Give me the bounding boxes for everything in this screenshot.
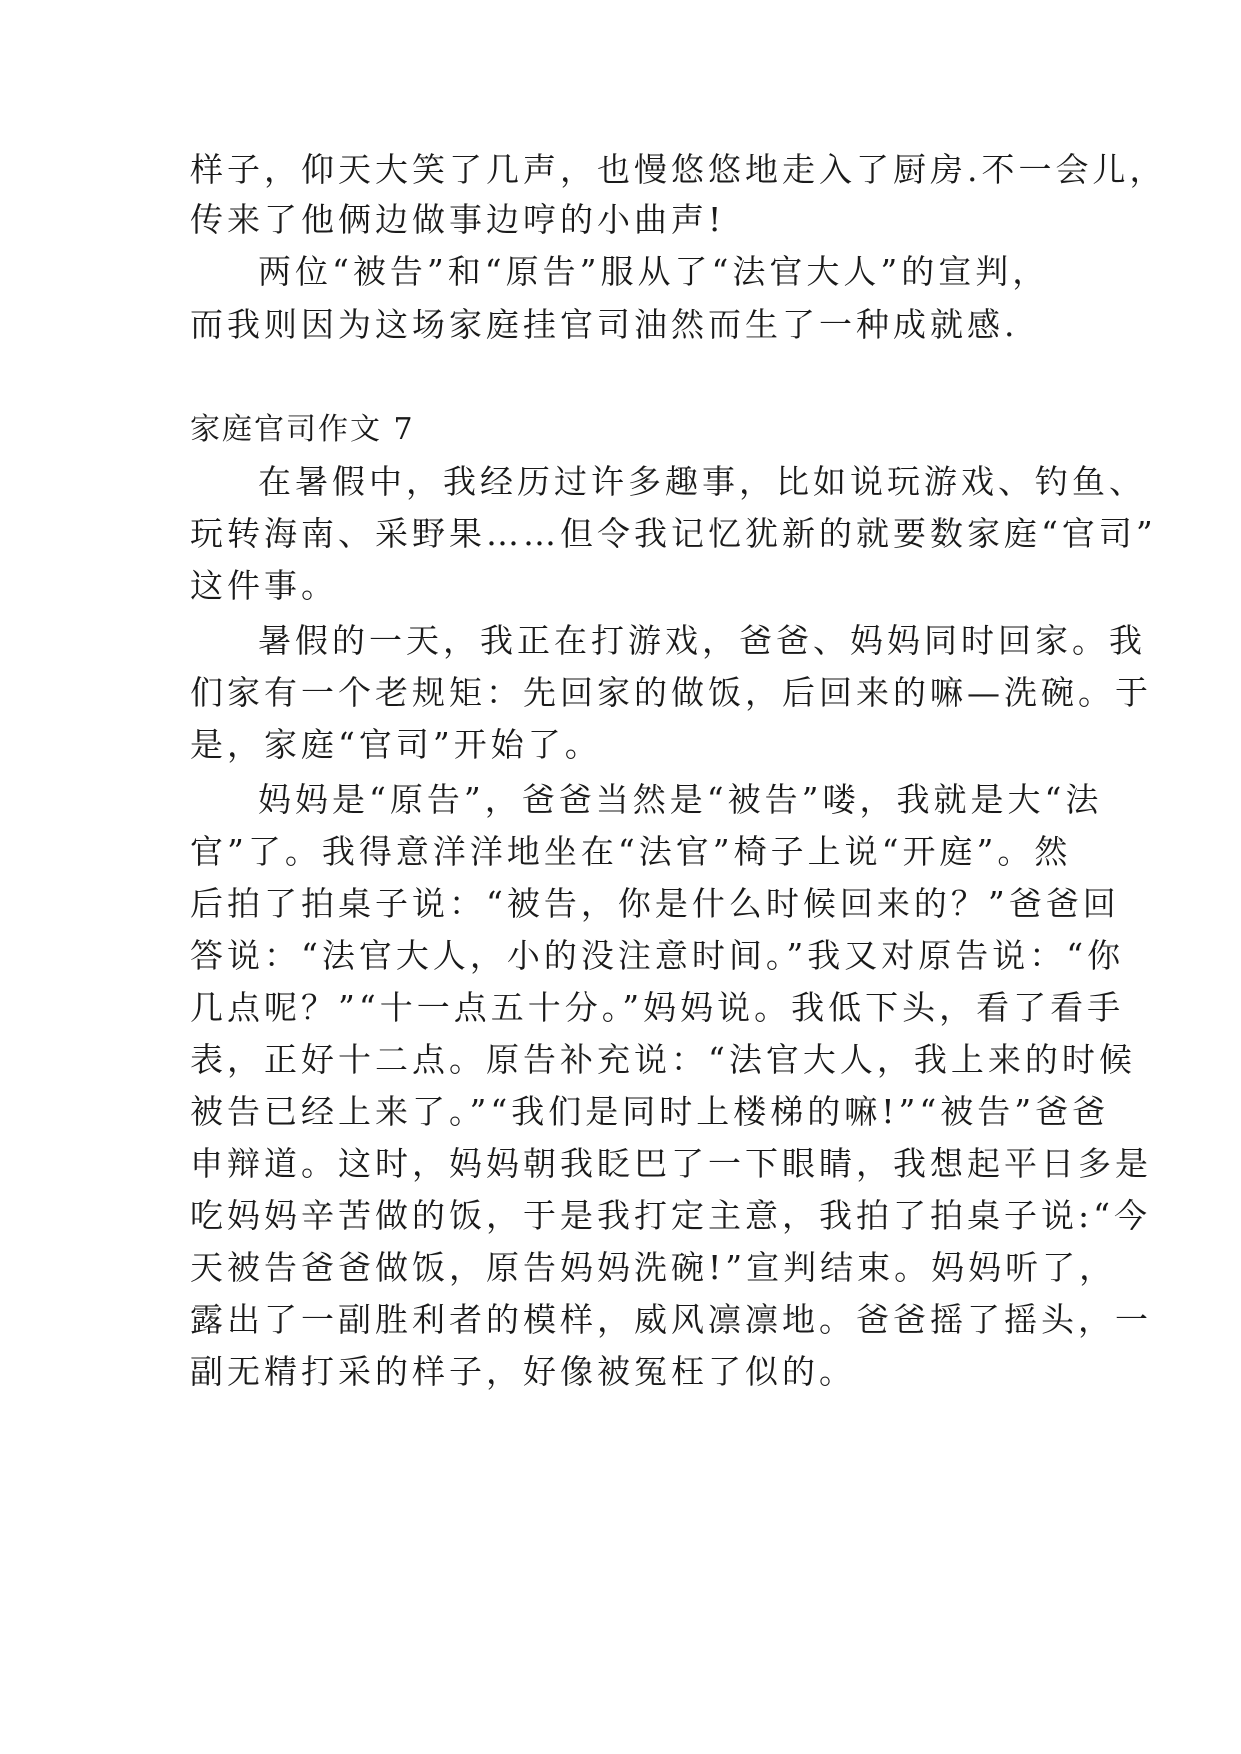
text-line: 几点呢？”“十一点五十分。”妈妈说。我低下头，看了看手 [190,988,1125,1027]
text-line: 吃妈妈辛苦做的饭，于是我打定主意，我拍了拍桌子说:“今 [190,1196,1151,1235]
text-line: 妈妈是“原告”，爸爸当然是“被告”喽，我就是大“法 [258,780,1103,819]
section-heading: 家庭官司作文 7 [190,412,415,447]
text-line: 答说：“法官大人，小的没注意时间。”我又对原告说：“你 [190,936,1125,975]
text-line: 而我则因为这场家庭挂官司油然而生了一种成就感. [190,305,1019,344]
text-line: 们家有一个老规矩：先回家的做饭，后回来的嘛—洗碗。于 [190,673,1152,712]
text-line: 是，家庭“官司”开始了。 [190,725,602,764]
text-line: 被告已经上来了。”“我们是同时上楼梯的嘛!”“被告”爸爸 [190,1092,1110,1131]
text-line: 暑假的一天，我正在打游戏，爸爸、妈妈同时回家。我 [258,621,1146,660]
text-line: 后拍了拍桌子说：“被告，你是什么时候回来的？”爸爸回 [190,884,1120,923]
text-line: 申辩道。这时，妈妈朝我眨巴了一下眼睛，我想起平日多是 [190,1144,1152,1183]
text-line: 这件事。 [190,566,338,605]
text-line: 传来了他俩边做事边哼的小曲声! [190,200,726,239]
text-line: 两位“被告”和“原告”服从了“法官大人”的宣判， [258,252,1050,291]
text-line: 样子，仰天大笑了几声，也慢悠悠地走入了厨房.不一会儿， [190,150,1167,189]
text-line: 玩转海南、采野果……但令我记忆犹新的就要数家庭“官司” [190,514,1157,553]
text-line: 露出了一副胜利者的模样，威风凛凛地。爸爸摇了摇头，一 [190,1300,1152,1339]
text-line: 在暑假中，我经历过许多趣事，比如说玩游戏、钓鱼、 [258,462,1146,501]
text-line: 表，正好十二点。原告补充说：“法官大人，我上来的时候 [190,1040,1136,1079]
text-line: 官”了。我得意洋洋地坐在“法官”椅子上说“开庭”。然 [190,832,1072,871]
text-line: 天被告爸爸做饭，原告妈妈洗碗!”宣判结束。妈妈听了， [190,1248,1117,1287]
text-line: 副无精打采的样子，好像被冤枉了似的。 [190,1352,856,1391]
